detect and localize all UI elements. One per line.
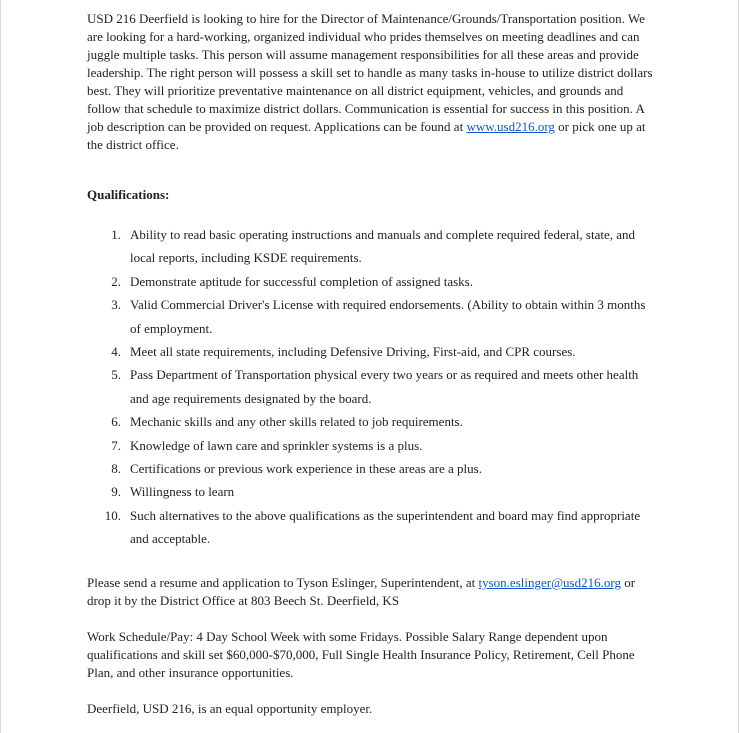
list-item-number: 5. [111, 367, 121, 383]
list-item-text: Mechanic skills and any other skills related to job requirements. [130, 414, 463, 430]
list-item [87, 363, 657, 410]
list-item-number: 1. [111, 227, 121, 242]
page-border-left [0, 0, 1, 733]
list-item-text: Valid Commercial Driver's License with required endorsements. (Ability to obtain within 3 months of employment. [130, 297, 646, 336]
intro-paragraph [87, 10, 657, 154]
list-item-text: Demonstrate aptitude for successful completion of assigned tasks. [130, 273, 473, 289]
work-schedule-paragraph: Work Schedule/Pay: 4 Day School Week with some Fridays. Possible Salary Range dependent upon qualifications and skill set $60,000-$70,000, Full Single Health Insurance Policy, Retirement, Cell Phone Plan, and other insurance opportunities. [87, 628, 635, 680]
list-item-text: Willingness to learn [130, 484, 235, 500]
list-item-number: 10. [104, 507, 121, 523]
list-item [87, 293, 657, 340]
intro-after-link: or pick one up at the district office. [87, 119, 646, 152]
list-item [87, 504, 657, 551]
superintendent-email-link[interactable]: tyson.eslinger@usd216.org [478, 574, 621, 590]
contact-text: Please send a resume and application to Tyson Eslinger, Superintendent, at [87, 574, 479, 590]
contact-after-link: or drop it by the District Office at 803 Beech St. Deerfield, KS [87, 574, 636, 608]
list-item [87, 480, 657, 503]
list-item-number: 3. [111, 297, 121, 313]
intro-text: USD 216 Deerfield is looking to hire for the Director of Maintenance/Grounds/Transportation position. We are looking for a hard-working, organized individual who prides themselves on meeting deadlines and can juggle multiple tasks. This person will assume management responsibilities for all these areas and provide leadership. The right person will possess a skill set to handle as many tasks in-house to utilize district dollars best. They will prioritize preventative maintenance on all district equipment, vehicles, and grounds and follow that schedule to maximize district dollars. Communication is essential for success in this position. A job description can be provided on request. Applications can be found at [87, 11, 653, 134]
contact-paragraph [87, 574, 657, 610]
list-item-number: 7. [111, 437, 121, 453]
list-item-number: 4. [111, 344, 121, 360]
equal-opportunity-statement: Deerfield, USD 216, is an equal opportunity employer. [87, 700, 373, 716]
list-item [87, 410, 657, 433]
list-item [87, 223, 657, 270]
list-item [87, 457, 657, 480]
list-item-text: Such alternatives to the above qualifications as the superintendent and board may find appropriate and acceptable. [130, 507, 641, 547]
list-item-text: Certifications or previous work experience in these areas are a plus. [130, 461, 482, 477]
list-item-text: Knowledge of lawn care and sprinkler systems is a plus. [130, 437, 423, 453]
list-item-text: Meet all state requirements, including Defensive Driving, First-aid, and CPR courses. [130, 344, 576, 360]
qualifications-list [87, 223, 657, 551]
district-website-link[interactable]: www.usd216.org [466, 119, 555, 134]
job-posting [87, 10, 657, 718]
list-item-text: Pass Department of Transportation physical every two years or as required and meets other health and age requirements designated by the board. [130, 367, 639, 406]
list-item-number: 2. [111, 273, 121, 289]
qualifications-heading: Qualifications: [87, 187, 170, 202]
list-item-number: 9. [111, 484, 121, 500]
list-item [87, 270, 657, 293]
list-item [87, 434, 657, 457]
list-item-number: 8. [111, 461, 121, 477]
list-item-number: 6. [111, 414, 121, 430]
list-item-text: Ability to read basic operating instructions and manuals and complete required federal, state, and local reports, including KSDE requirements. [130, 227, 636, 266]
list-item [87, 340, 657, 363]
